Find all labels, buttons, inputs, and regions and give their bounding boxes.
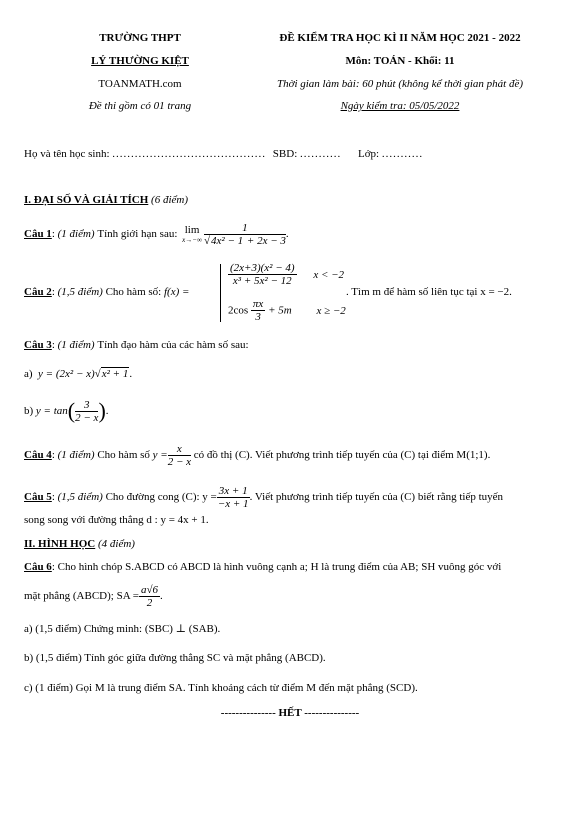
q2-case1: $\frac{\text{(2x+3)(x² − 4)}}{\text{x³ + 5x² − 12}}$ x < −2 — [230, 262, 345, 287]
q3-part-b: b) y = tan ( $\frac{3}{2 - x}$ ) . — [24, 398, 109, 424]
section1-points: (6 điểm) — [151, 194, 189, 206]
q2-case2: 2cos $\frac{\pi x}{3}$ + 5m x ≥ −2 — [228, 298, 346, 323]
q1-fraction: $\frac{1}{\text{√4x² − 1 + 2x − 3}}$ — [203, 221, 286, 247]
q1-label: Câu 1 — [24, 228, 52, 240]
q6-part-c: c) (1 điểm) Gọi M là trung điểm SA. Tính khoảng cách từ điểm M đến mặt phẳng (SCD). — [24, 682, 418, 694]
q5-label: Câu 5 — [24, 491, 52, 503]
question-1: Câu 1 : (1 điểm) Tính giới hạn sau: lim x→−∞ $\frac{1}{\text{√4x² − 1 + 2x − 3}}$ . — [24, 221, 289, 247]
q5-fraction: $\frac{3x + 1}{-x + 1}$ — [217, 484, 249, 510]
q4-label: Câu 4 — [24, 449, 52, 461]
q6-fraction: $\frac{a√6}{2}$ — [140, 583, 159, 609]
question-4: Câu 4 : (1 điểm) Cho hàm số y = $\frac{x}{2 - x}$ có đồ thị (C). Viết phương trình tiếp tuyến của (C) tại điểm M(1;1). — [24, 442, 491, 468]
q3-text: Tính đạo hàm của các hàm số sau: — [97, 339, 249, 351]
end-marker: --------------- HẾT --------------- — [220, 707, 360, 719]
site-name: TOANMATH.com — [98, 78, 182, 90]
q3-points: (1 điểm) — [57, 339, 95, 351]
q1-text: Tính giới hạn sau: — [97, 228, 178, 240]
section1-heading — [24, 194, 188, 206]
class-dots: ........... — [381, 148, 424, 160]
section2-title: II. HÌNH HỌC — [24, 538, 96, 550]
section2-heading — [24, 538, 135, 550]
exam-date: Ngày kiểm tra: 05/05/2022 — [340, 100, 460, 112]
class-label: Lớp: — [358, 148, 380, 160]
q3-label: Câu 3 — [24, 339, 52, 351]
q2-brace — [220, 264, 221, 322]
exam-time: Thời gian làm bài: 60 phút (không kể thời gian phát đề) — [276, 78, 524, 90]
q2-text: Cho hàm số: — [105, 286, 162, 298]
question-5: Câu 5 : (1,5 điểm) Cho đường cong (C): y = $\frac{3x + 1}{-x + 1}$ . Viết phương trình tiếp tuyến của (C) biết rằng tiếp tuyến — [24, 484, 504, 510]
q2-tail: . Tìm m để hàm số liên tục tại x = −2. — [346, 286, 512, 298]
subject: Môn: TOÁN - Khối: 11 — [345, 55, 455, 67]
sbd-label: SBD: — [272, 148, 298, 160]
q6-part-b: b) (1,5 điểm) Tính góc giữa đường thẳng SC và mặt phẳng (ABCD). — [24, 652, 326, 664]
exam-title: ĐỀ KIỂM TRA HỌC KÌ II NĂM HỌC 2021 - 2022 — [279, 32, 521, 44]
q5-points: (1,5 điểm) — [57, 491, 103, 503]
sbd-dots: ........... — [300, 148, 342, 160]
q4-points: (1 điểm) — [57, 449, 95, 461]
school-line1: TRƯỜNG THPT — [99, 32, 181, 44]
q6-part-a: a) (1,5 điểm) Chứng minh: (SBC) ⊥ (SAB). — [24, 623, 221, 635]
q3-part-a: a) y = (2x² − x)√x² + 1. — [24, 368, 133, 380]
q4-fraction: $\frac{x}{2 - x}$ — [167, 442, 192, 468]
student-info-row — [24, 148, 423, 160]
q2-points: (1,5 điểm) — [57, 286, 103, 298]
question-6 — [24, 561, 501, 573]
school-line2: LÝ THƯỜNG KIỆT — [91, 55, 189, 67]
q5-line2: song song với đường thẳng d : y = 4x + 1. — [24, 514, 209, 526]
name-dots: ......................................... — [112, 148, 267, 160]
q2-label: Câu 2 — [24, 286, 52, 298]
q6-line2: mặt phẳng (ABCD); SA = $\frac{a√6}{2}$ . — [24, 583, 163, 609]
q1-points: (1 điểm) — [57, 228, 95, 240]
q6-label: Câu 6 — [24, 561, 52, 573]
section2-points: (4 điểm) — [97, 538, 135, 550]
q2-fx: f(x) = — [163, 286, 190, 298]
question-3: Câu 3: (1 điểm) Tính đạo hàm của các hàm số sau: — [24, 339, 249, 351]
section1-title: I. ĐẠI SỐ VÀ GIẢI TÍCH — [24, 194, 149, 206]
pages-note: Đề thi gồm có 01 trang — [88, 100, 192, 112]
q6-text: : Cho hình chóp S.ABCD có ABCD là hình vuông cạnh a; H là trung điểm của AB; SH vuông góc với — [51, 561, 502, 573]
q1-lim: lim x→−∞ — [182, 223, 202, 244]
name-label: Họ và tên học sinh: — [24, 148, 110, 160]
